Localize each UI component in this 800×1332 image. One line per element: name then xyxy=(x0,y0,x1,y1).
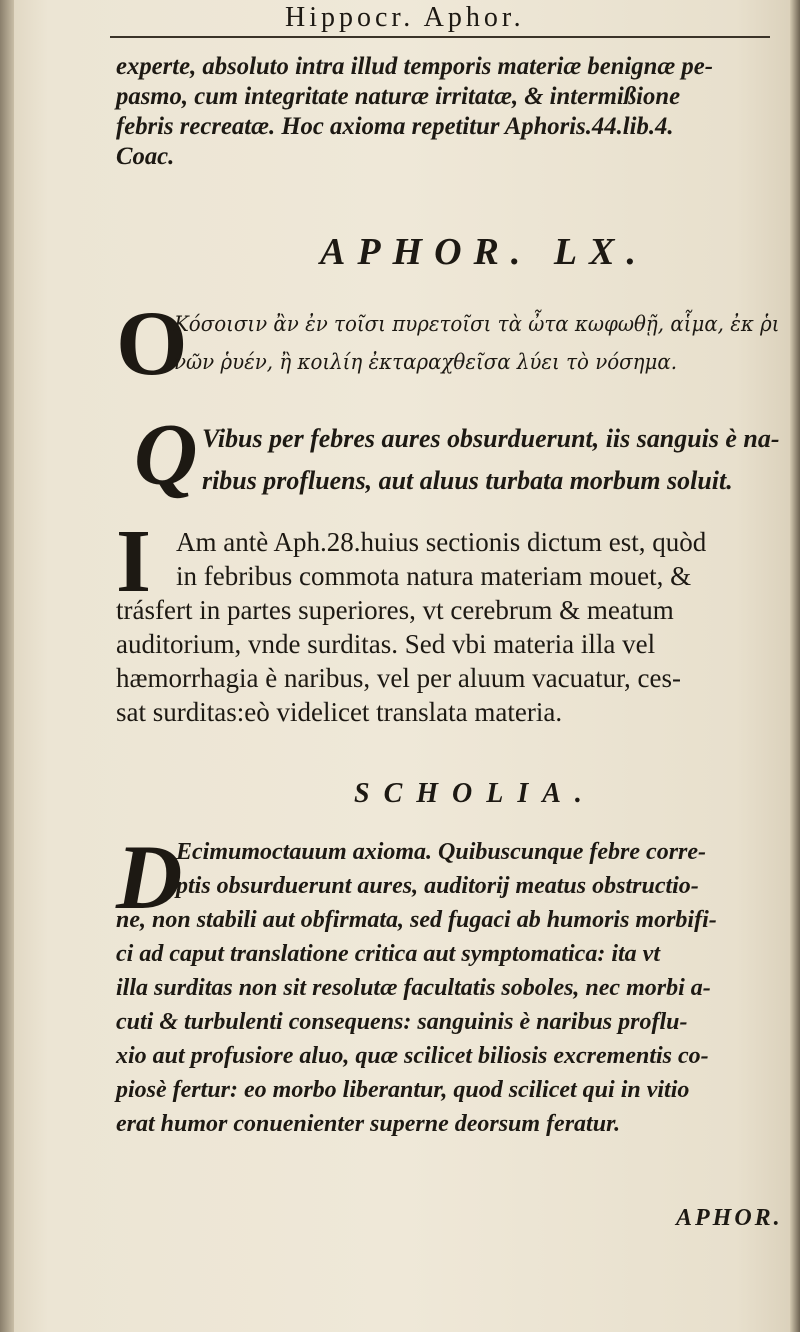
text-line: xio aut profusiore aluo, quæ scilicet biliosis excrementis co- xyxy=(116,1043,709,1069)
text-line: pasmo, cum integritate naturæ irritatæ, & intermißione xyxy=(116,83,681,110)
page-gutter-shadow xyxy=(0,0,14,1332)
aphorism-title: APHOR. LX. xyxy=(320,231,648,273)
text-line: experte, absoluto intra illud temporis materiæ benignæ pe- xyxy=(116,53,713,80)
text-line: Vibus per febres aures obsurduerunt, iis sanguis è na- xyxy=(202,424,780,453)
text-line: ci ad caput translatione critica aut symptomatica: ita vt xyxy=(116,941,660,967)
text-line: trásfert in partes superiores, vt cerebrum & meatum xyxy=(116,595,674,625)
text-line: piosè fertur: eo morbo liberantur, quod scilicet qui in vitio xyxy=(116,1077,690,1103)
scholia-title: SCHOLIA. xyxy=(354,778,596,809)
text-line: ne, non stabili aut obfirmata, sed fugaci ab humoris morbifi- xyxy=(116,907,717,933)
commentary-text xyxy=(116,525,706,729)
scholia-text xyxy=(116,835,717,1141)
text-line: Am antè Aph.28.huius sectionis dictum est, quòd xyxy=(176,527,707,557)
text-line: ptis obsurduerunt aures, auditorij meatus obstructio- xyxy=(176,873,699,899)
text-line: Κόσοισιν ἂν ἐν τοῖσι πυρετοῖσι τὰ ὦτα κωφωθῇ, αἷμα, ἐκ ῥι xyxy=(174,312,780,336)
text-line: auditorium, vnde surditas. Sed vbi materia illa vel xyxy=(116,629,656,659)
text-line: cuti & turbulenti consequens: sanguinis è naribus proflu- xyxy=(116,1009,688,1035)
text-line: sat surditas:eò videlicet translata materia. xyxy=(116,697,563,727)
running-head: Hippocr. Aphor. xyxy=(285,2,525,33)
text-line: erat humor conuenienter superne deorsum feratur. xyxy=(116,1111,621,1137)
text-line: Coac. xyxy=(116,143,175,170)
page-header xyxy=(0,0,800,40)
text-line: febris recreatæ. Hoc axioma repetitur Aphoris.44.lib.4. xyxy=(116,113,674,140)
text-line: illa surditas non sit resolutæ facultatis soboles, nec morbi a- xyxy=(116,975,711,1001)
text-line: Ecimumoctauum axioma. Quibuscunque febre corre- xyxy=(176,839,707,865)
drop-cap: Q xyxy=(134,407,198,504)
drop-cap: O xyxy=(116,292,188,394)
header-rule xyxy=(110,36,770,38)
text-line: in febribus commota natura materiam mouet, & xyxy=(176,561,692,591)
continued-paragraph xyxy=(116,52,788,172)
text-line: hæmorrhagia è naribus, vel per aluum vacuatur, ces- xyxy=(116,663,681,693)
text-line: ribus profluens, aut aluus turbata morbum soluit. xyxy=(202,466,733,495)
page-edge xyxy=(790,0,800,1332)
catchword: APHOR. xyxy=(676,1205,783,1231)
drop-cap: D xyxy=(116,826,183,928)
latin-text xyxy=(202,418,781,502)
greek-text xyxy=(174,305,800,381)
text-line: νῶν ῥυέν, ἢ κοιλίη ἐκταραχθεῖσα λύει τὸ νόσημα. xyxy=(174,350,678,374)
drop-cap: I xyxy=(116,512,152,611)
